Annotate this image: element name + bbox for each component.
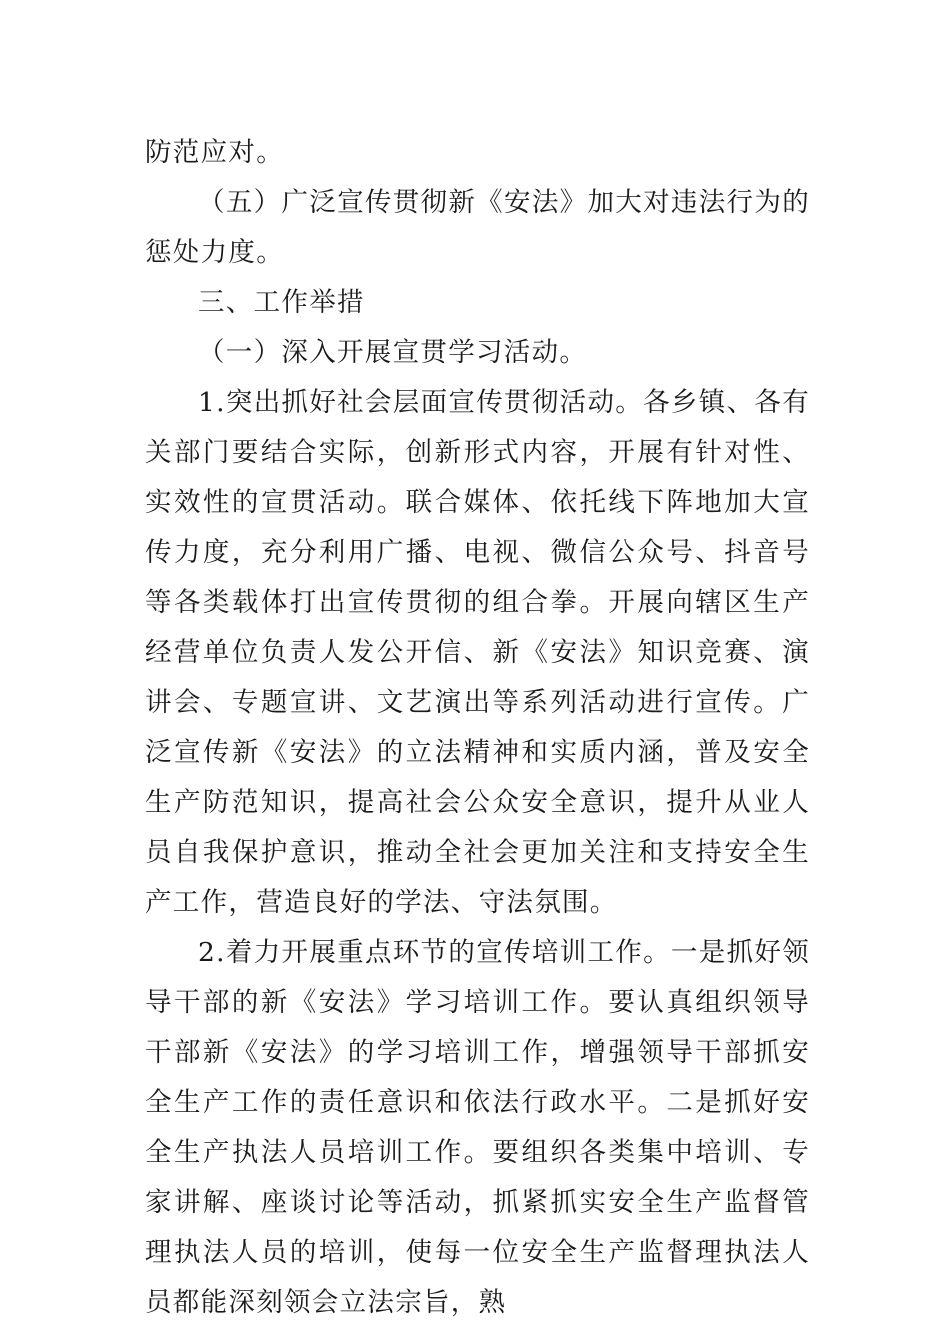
paragraph-continuation: 防范应对。 bbox=[145, 137, 284, 168]
section-heading-work-measures: 三、工作举措 bbox=[198, 287, 365, 318]
document-body bbox=[145, 128, 810, 1328]
subsection-heading-one: （一）深入开展宣贯学习活动。 bbox=[198, 337, 588, 368]
paragraph-item-five: （五）广泛宣传贯彻新《安法》加大对违法行为的惩处力度。 bbox=[145, 187, 810, 268]
paragraph-point-one: 1.突出抓好社会层面宣传贯彻活动。各乡镇、各有关部门要结合实际，创新形式内容，开展有针对性、实效性的宣贯活动。联合媒体、依托线下阵地加大宣传力度，充分利用广播、电视、微信公众号、抖音号等各类载体打出宣传贯彻的组合拳。开展向辖区生产经营单位负责人发公开信、新《安法》知识竞赛、演讲会、专题宣讲、文艺演出等系列活动进行宣传。广泛宣传新《安法》的立法精神和实质内涵，普及安全生产防范知识，提高社会公众安全意识，提升从业人员自我保护意识，推动全社会更加关注和支持安全生产工作，营造良好的学法、守法氛围。 bbox=[145, 387, 810, 918]
paragraph-point-two: 2.着力开展重点环节的宣传培训工作。一是抓好领导干部的新《安法》学习培训工作。要认真组织领导干部新《安法》的学习培训工作，增强领导干部抓安全生产工作的责任意识和依法行政水平。二是抓好安全生产执法人员培训工作。要组织各类集中培训、专家讲解、座谈讨论等活动，抓紧抓实安全生产监督管理执法人员的培训，使每一位安全生产监督理执法人员都能深刻领会立法宗旨，熟 bbox=[145, 937, 810, 1318]
